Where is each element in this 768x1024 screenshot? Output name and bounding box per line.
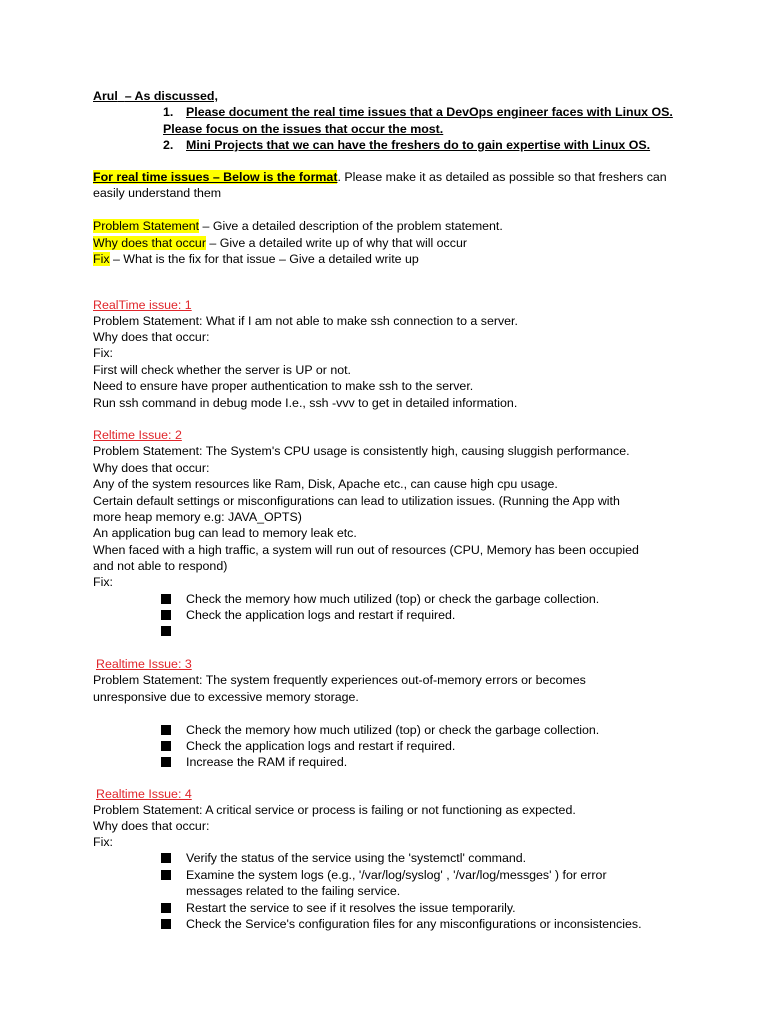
- issue-1-line: Why does that occur:: [93, 330, 210, 344]
- fix-text: – What is the fix for that issue – Give a detailed write up: [109, 252, 419, 266]
- issue-2-bullet: Check the application logs and restart if required.: [186, 608, 456, 622]
- issue-2-bullet: Check the memory how much utilized (top) or check the garbage collection.: [186, 592, 600, 606]
- ps-label: Problem Statement: [93, 219, 200, 233]
- format-fix: [93, 251, 419, 267]
- fix-label: Fix: [93, 252, 110, 266]
- issue-4-line: Problem Statement: A critical service or process is failing or not functioning as expected.: [93, 803, 576, 817]
- issue-2-line: Certain default settings or misconfigurations can lead to utilization issues. (Running the App with: [93, 494, 620, 508]
- numbered-item-2: [163, 137, 650, 153]
- issue-3-line: Problem Statement: The system frequently experiences out-of-memory errors or becomes: [93, 673, 586, 687]
- issue-1-line: Run ssh command in debug mode I.e., ssh -vvv to get in detailed information.: [93, 396, 518, 410]
- greeting-line: [93, 88, 218, 104]
- format-problem-statement: [93, 218, 503, 234]
- issue-1-line: First will check whether the server is UP or not.: [93, 363, 351, 377]
- issue-2-line: Fix:: [93, 575, 113, 589]
- issue-2-line: more heap memory e.g: JAVA_OPTS): [93, 510, 302, 524]
- issue-2-line: Problem Statement: The System's CPU usage is consistently high, causing sluggish performance.: [93, 444, 630, 458]
- why-label: Why does that occur: [93, 236, 206, 250]
- issue-2-line: Why does that occur:: [93, 461, 210, 475]
- bullet-icon: [161, 870, 171, 880]
- format-heading: For real time issues – Below is the format: [93, 170, 338, 184]
- issue-3-line: unresponsive due to excessive memory storage.: [93, 690, 359, 704]
- ps-text: – Give a detailed description of the problem statement.: [199, 219, 503, 233]
- format-heading-line: [93, 169, 667, 185]
- bullet-icon: [161, 903, 171, 913]
- issue-4-bullet: Restart the service to see if it resolves the issue temporarily.: [186, 901, 516, 915]
- issue-2-line: When faced with a high traffic, a system will run out of resources (CPU, Memory has been occupied: [93, 543, 639, 557]
- item-text: Mini Projects that we can have the freshers do to gain expertise with Linux OS.: [186, 138, 651, 152]
- issue-2-line: Any of the system resources like Ram, Disk, Apache etc., can cause high cpu usage.: [93, 477, 558, 491]
- format-heading-line2: easily understand them: [93, 186, 222, 200]
- numbered-item-1-cont: Please focus on the issues that occur the most.: [163, 122, 444, 136]
- issue-4-line: Fix:: [93, 835, 113, 849]
- issue-4-bullet: Check the Service's configuration files for any misconfigurations or inconsistencies.: [186, 917, 642, 931]
- issue-4-bullet: Verify the status of the service using the 'systemctl' command.: [186, 851, 527, 865]
- issue-4-bullet: Examine the system logs (e.g., '/var/log/syslog' , '/var/log/messges' ) for error: [186, 868, 607, 882]
- issue-4-title: Realtime Issue: 4: [96, 787, 192, 801]
- bullet-icon: [161, 725, 171, 735]
- issue-3-bullet: Check the memory how much utilized (top) or check the garbage collection.: [186, 723, 600, 737]
- issue-3-bullet: Check the application logs and restart if required.: [186, 739, 456, 753]
- issue-2-title: Reltime Issue: 2: [93, 428, 182, 442]
- numbered-item-1: [163, 104, 673, 120]
- why-text: – Give a detailed write up of why that will occur: [205, 236, 467, 250]
- item-text: Please document the real time issues that a DevOps engineer faces with Linux OS.: [186, 105, 673, 119]
- issue-1-line: Need to ensure have proper authentication to make ssh to the server.: [93, 379, 474, 393]
- issue-4-line: Why does that occur:: [93, 819, 210, 833]
- issue-3-bullet: Increase the RAM if required.: [186, 755, 348, 769]
- issue-2-line: An application bug can lead to memory leak etc.: [93, 526, 357, 540]
- item-number: 1.: [163, 105, 174, 119]
- issue-1-title: RealTime issue: 1: [93, 298, 192, 312]
- bullet-icon: [161, 594, 171, 604]
- greeting-name: Arul: [93, 89, 118, 103]
- format-why: [93, 235, 467, 251]
- bullet-icon: [161, 610, 171, 620]
- item-number: 2.: [163, 138, 174, 152]
- bullet-icon: [161, 757, 171, 767]
- format-heading-rest: . Please make it as detailed as possible so that freshers can: [337, 170, 667, 184]
- issue-1-line: Problem Statement: What if I am not able to make ssh connection to a server.: [93, 314, 518, 328]
- bullet-icon: [161, 626, 171, 636]
- bullet-icon: [161, 853, 171, 863]
- issue-2-line: and not able to respond): [93, 559, 228, 573]
- issue-3-title: Realtime Issue: 3: [96, 657, 192, 671]
- issue-1-line: Fix:: [93, 346, 113, 360]
- greeting-rest: – As discussed,: [124, 89, 218, 103]
- issue-4-bullet-cont: messages related to the failing service.: [186, 884, 401, 898]
- bullet-icon: [161, 741, 171, 751]
- bullet-icon: [161, 919, 171, 929]
